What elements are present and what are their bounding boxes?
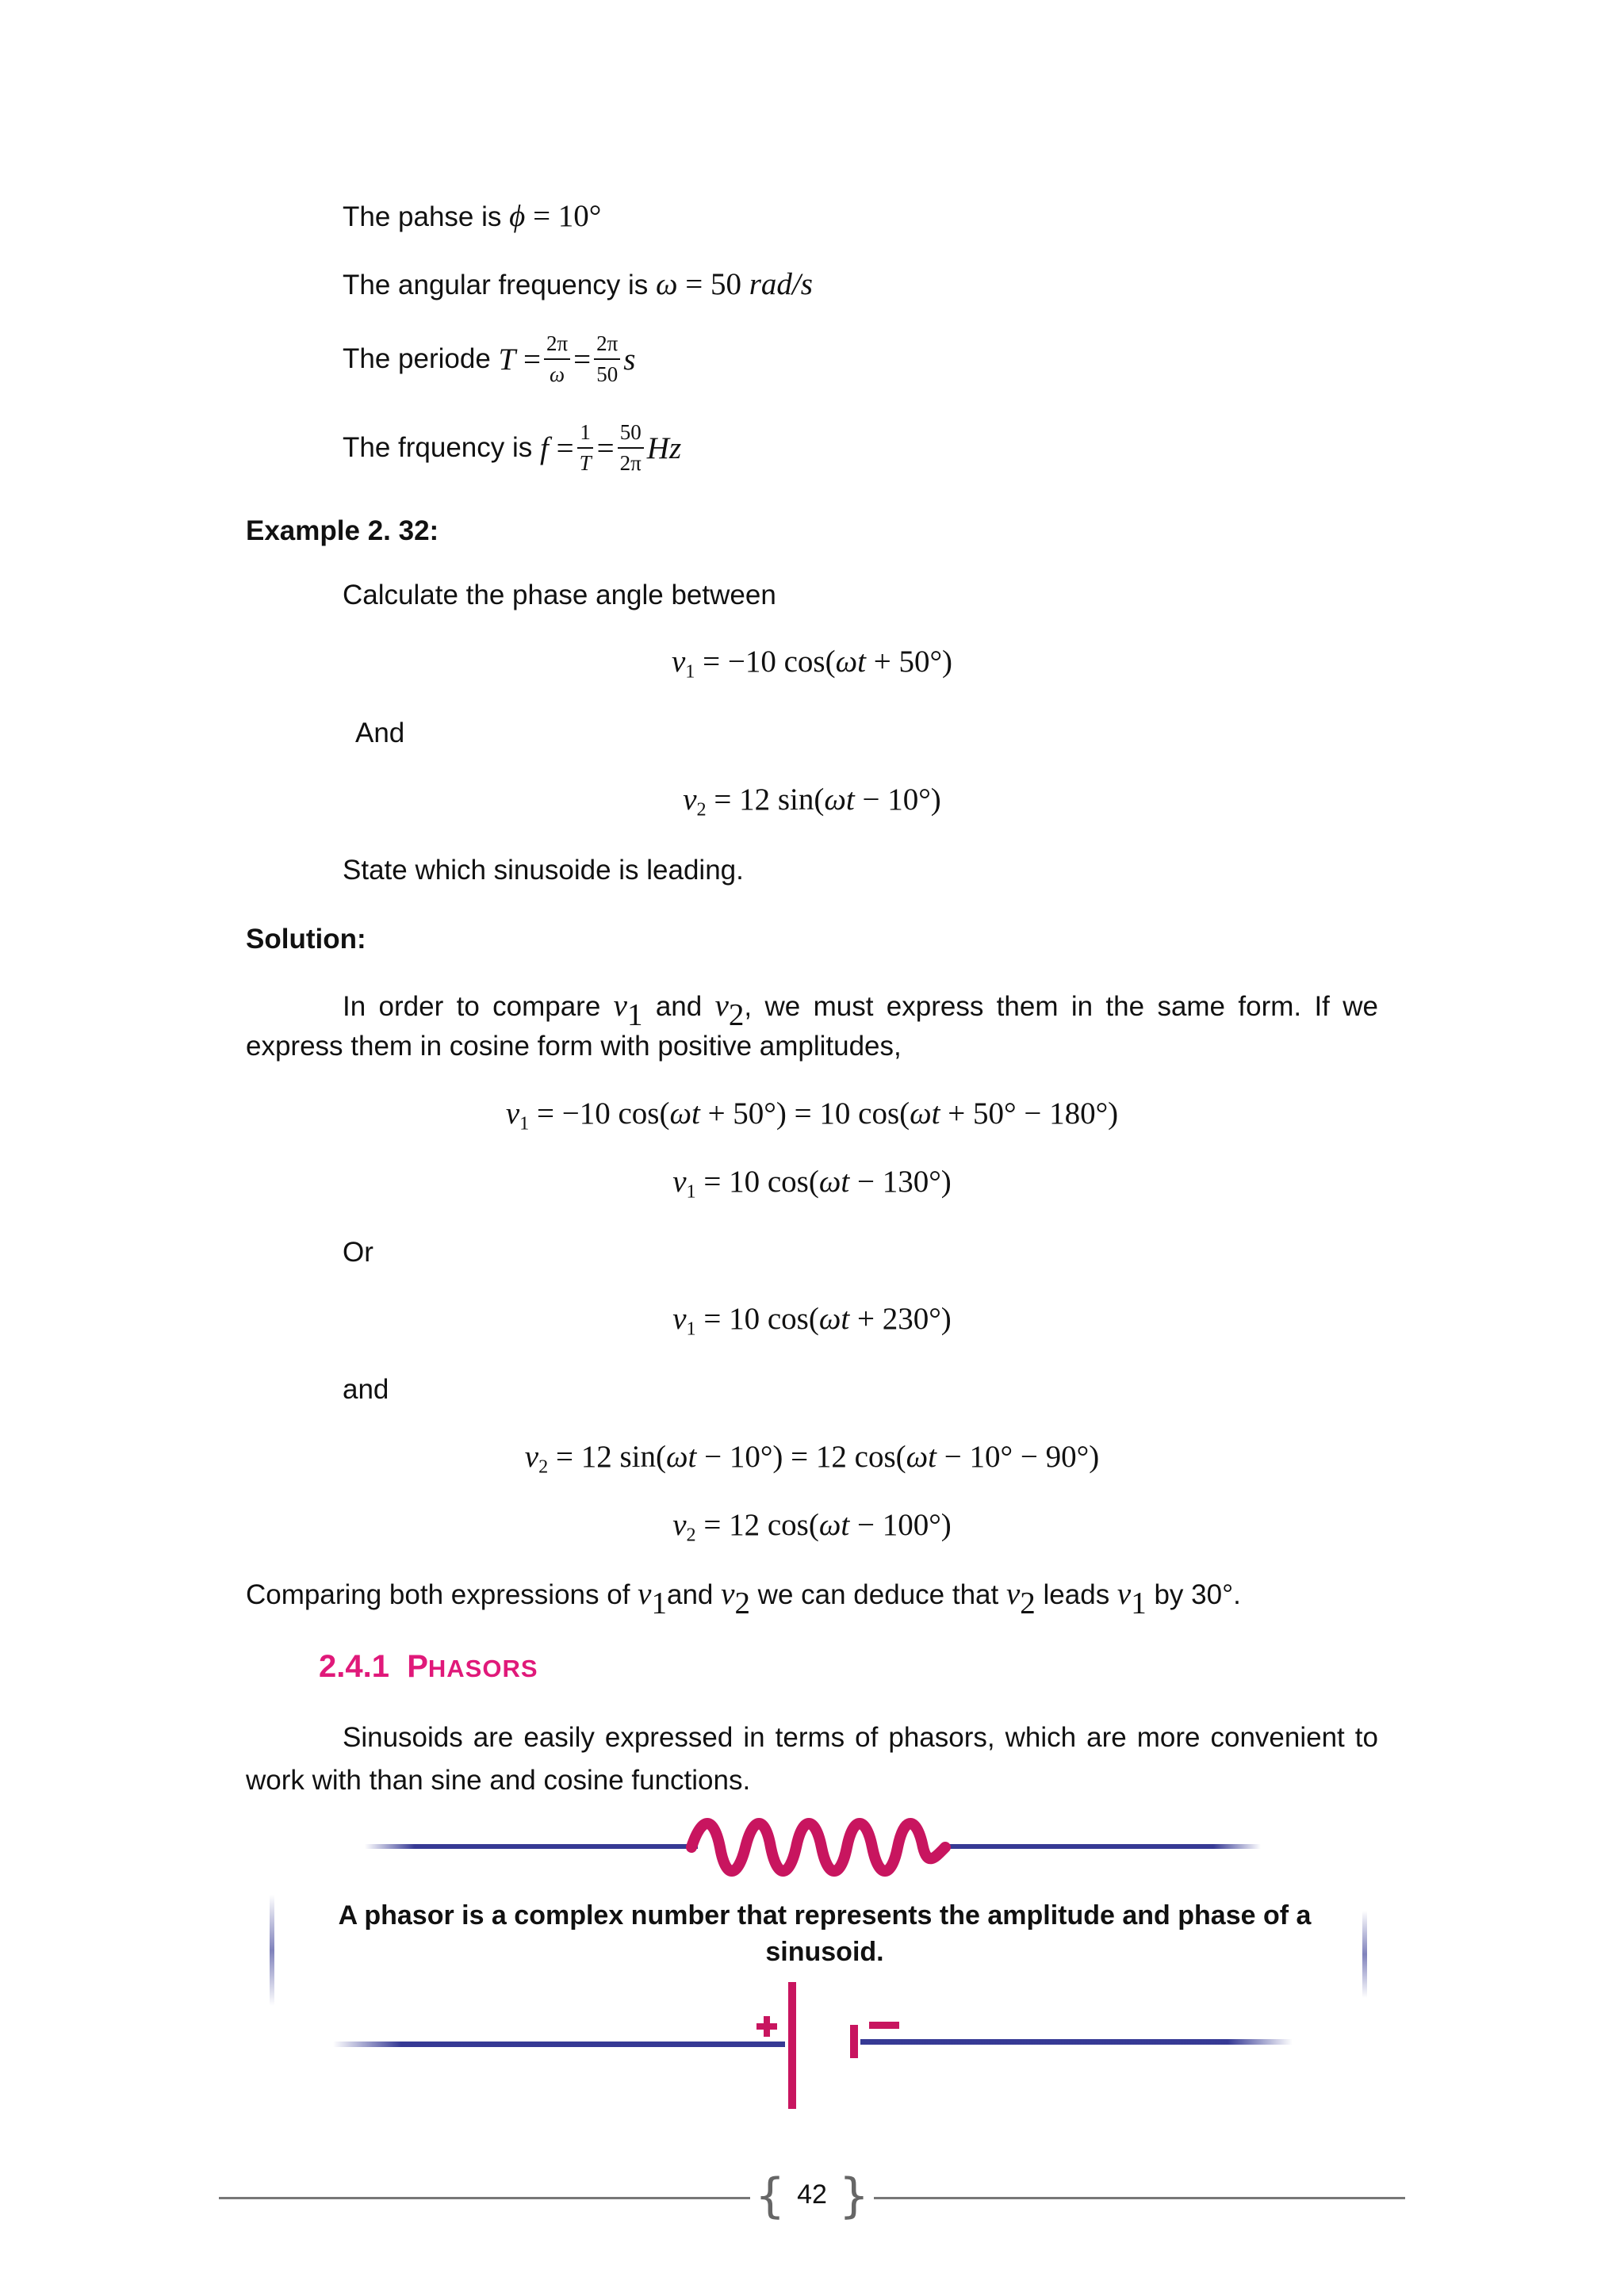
coil-icon [691,1823,945,1871]
battery-short-plate [850,2025,858,2058]
solution-eq-4: $v_2 = 12$ sin(ωt − 10°) = 12 cos(ωt − 10° − 90°) [524,1440,1100,1478]
body-text-line2: work with than sine and cosine functions. [246,1765,751,1796]
top-wire-right [944,1844,1261,1849]
angular-frequency-line [343,266,813,302]
body-text-line1: Sinusoids are easily expressed in terms of phasors, which are more convenient to [343,1722,1378,1753]
section-number: 2.4.1 [319,1649,389,1684]
omega-symbol: ω [655,267,678,301]
period-fraction-2: $\frac{2\pi}{50}$ [594,331,620,387]
page-number-box [750,2168,874,2225]
angfreq-unit: rad/s [749,267,813,301]
page-number: 42 [797,2179,827,2210]
period-symbol: T [498,342,516,377]
section-heading: 2.4.1 PHASORS [319,1649,538,1684]
angfreq-label: The angular frequency is [343,270,649,300]
freq-fraction-2: $\frac{50}{2\pi}$ [618,420,644,476]
solution-eq-5: $v_2 = 12$ cos(ωt − 100°) [672,1508,952,1546]
period-unit: s [623,342,636,377]
example-question: State which sinusoide is leading. [343,855,744,886]
frequency-line: The frquency is f = $\frac{1}{T}$ = $\frac{50}{2\pi}$ Hz [343,420,682,476]
solution-intro-line1: In order to compare $v_1$ and $v_2$, we must express them in the same form. If we [343,989,1378,1032]
phase-label: The pahse is [343,201,502,232]
right-side-bar [1362,1911,1367,1998]
battery-long-plate [788,1982,796,2109]
right-brace-icon: } [838,2168,869,2224]
solution-eq-1: $v_1 = -10$ cos(ωt + 50°) = 10 cos(ωt + 50° − 180°) [505,1096,1119,1135]
minus-icon [869,2022,899,2029]
angfreq-math: = 50 [685,267,741,301]
phasor-definition-callout: A phasor is a complex number that represents the amplitude and phase of a sinusoid. [338,1900,1312,1967]
example-and-label: And [355,718,405,748]
period-line: The periode T = $\frac{2\pi}{\omega}$ = $\frac{2\pi}{50}$ s [343,331,636,387]
example-eq-v2: $v_2 = 12$ sin(ωt − 10°) [683,783,941,821]
and-label: and [343,1374,389,1405]
freq-fraction-1: $\frac{1}{T}$ [577,420,594,476]
example-title: Example 2. 32: [246,515,439,546]
bottom-wire-left [333,2042,785,2047]
solution-title: Solution: [246,924,366,955]
solution-intro-line2: express them in cosine form with positive amplitudes, [246,1031,902,1062]
freq-unit: Hz [646,430,682,465]
phase-line [343,198,601,234]
solution-eq-2: $v_1 = 10$ cos(ωt − 130°) [672,1165,952,1203]
top-wire-left [365,1844,698,1849]
solution-eq-3: $v_1 = 10$ cos(ωt + 230°) [672,1302,952,1340]
example-prompt: Calculate the phase angle between [343,580,776,610]
solution-conclusion: Comparing both expressions of $v_1and$ $v_2$ we can deduce that $v_2$ leads $v_1$ by 30°. [246,1577,1241,1621]
freq-label: The frquency is [343,432,533,464]
plus-icon-v [764,2016,770,2037]
period-label: The periode [343,343,491,375]
phase-math: = 10° [533,199,602,233]
left-brace-icon: { [755,2168,786,2224]
bottom-wire-right [860,2039,1293,2045]
left-side-bar [270,1895,274,2006]
freq-symbol: f [540,430,549,465]
period-fraction-1: $\frac{2\pi}{\omega}$ [544,331,570,387]
phi-symbol: ϕ [509,199,526,233]
example-eq-v1: $v_1 = -10$ cos(ωt + 50°) [671,645,953,683]
or-label: Or [343,1237,373,1268]
